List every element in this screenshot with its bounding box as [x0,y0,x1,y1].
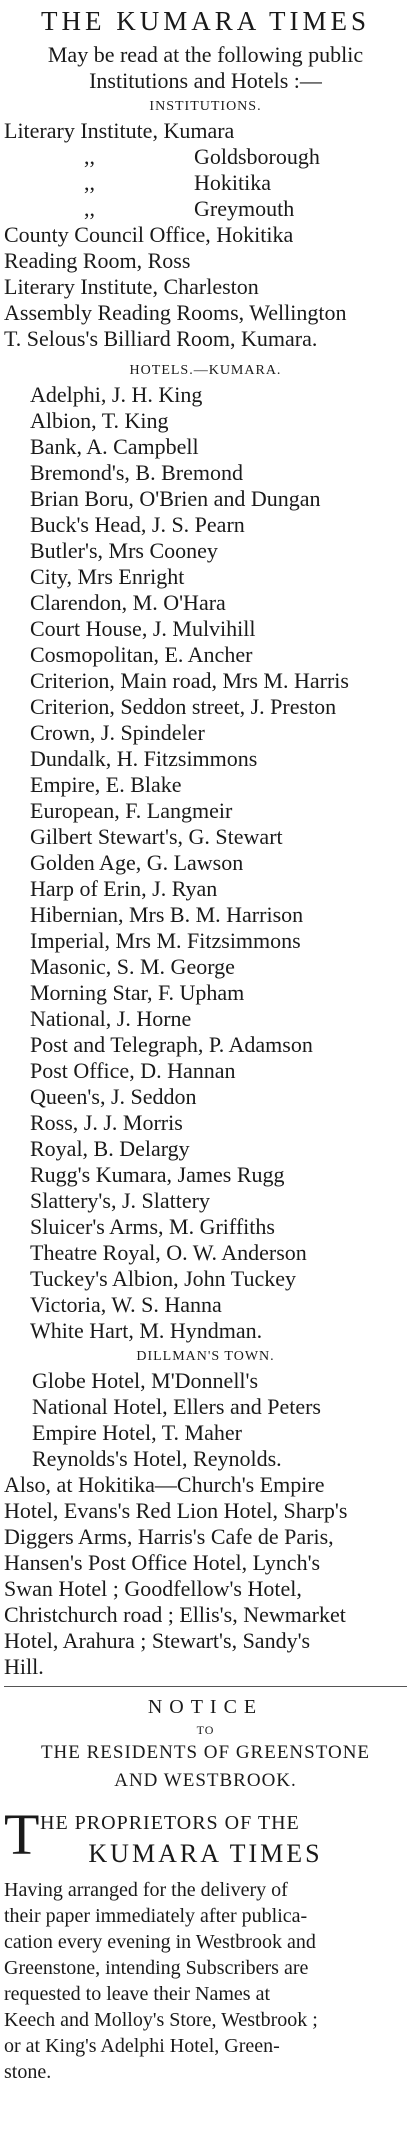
also-line: Hotel, Evans's Red Lion Hotel, Sharp's [4,1498,348,1523]
hotel-item: Victoria, W. S. Hanna [30,1292,222,1317]
hotel-item: Queen's, J. Seddon [30,1084,197,1109]
institution-ditto-item [4,196,407,222]
institution-ditto-item [4,144,407,170]
hotel-item: Imperial, Mrs M. Fitzsimmons [30,928,301,953]
also-line: Hotel, Arahura ; Stewart's, Sandy's [4,1628,311,1653]
hotel-item: Tuckey's Albion, John Tuckey [30,1266,296,1291]
ditto-mark: ,, [84,144,95,169]
body-line: cation every evening in Westbrook and [4,1931,316,1953]
hotel-item: City, Mrs Enright [30,564,185,589]
hotel-item: Post Office, D. Hannan [30,1058,236,1083]
hotel-item: Theatre Royal, O. W. Anderson [30,1240,307,1265]
hotel-item: Empire, E. Blake [30,772,182,797]
hotel-item: Crown, J. Spindeler [30,720,205,745]
body-line: requested to leave their Names at [4,1983,270,2005]
hotel-item: Bank, A. Campbell [30,434,199,459]
notice-line: AND WESTBROOK. [114,1770,297,1791]
proprietors-line: HE PROPRIETORS OF THE [40,1812,300,1834]
divider [4,1686,407,1687]
institution-name: Greymouth [194,196,295,221]
hotel-item: Gilbert Stewart's, G. Stewart [30,824,283,849]
dillmans-item: National Hotel, Ellers and Peters [32,1394,321,1419]
hotel-item: Slattery's, J. Slattery [30,1188,210,1213]
institution-item: Literary Institute, Kumara [4,118,235,143]
proprietors-title: KUMARA TIMES [88,1839,323,1868]
institution-item: Literary Institute, Charleston [4,274,259,299]
institutions-heading: INSTITUTIONS. [149,99,262,114]
hotels-list [4,382,407,1344]
hotel-item: Adelphi, J. H. King [30,382,203,407]
dillmans-item: Reynolds's Hotel, Reynolds. [32,1446,282,1471]
hotel-item: Masonic, S. M. George [30,954,235,979]
intro [4,42,407,94]
hotel-item: Criterion, Seddon street, J. Preston [30,694,337,719]
proprietors-heading [4,1802,407,1871]
hotel-item: Post and Telegraph, P. Adamson [30,1032,313,1057]
hotel-item: Buck's Head, J. S. Pearn [30,512,245,537]
also-line: Hansen's Post Office Hotel, Lynch's [4,1550,321,1575]
hotels-heading: HOTELS.—KUMARA. [129,363,282,378]
masthead: THE KUMARA TIMES [40,6,371,36]
also-paragraph [4,1472,407,1680]
hotel-item: Ross, J. J. Morris [30,1110,183,1135]
body-line: or at King's Adelphi Hotel, Green- [4,2035,280,2057]
hotel-item: Dundalk, H. Fitzsimmons [30,746,258,771]
hotel-item: Albion, T. King [30,408,169,433]
hotel-item: Butler's, Mrs Cooney [30,538,218,563]
also-line: Swan Hotel ; Goodfellow's Hotel, [4,1576,302,1601]
intro-line: Institutions and Hotels :— [89,68,322,93]
institution-item: Assembly Reading Rooms, Wellington [4,300,347,325]
ditto-mark: ,, [84,196,95,221]
hotel-item: Golden Age, G. Lawson [30,850,244,875]
hotel-item: Harp of Erin, J. Ryan [30,876,218,901]
hotel-item: Bremond's, B. Bremond [30,460,243,485]
body-line: Keech and Molloy's Store, Westbrook ; [4,2009,318,2031]
hotel-item: European, F. Langmeir [30,798,233,823]
institution-item: County Council Office, Hokitika [4,222,294,247]
hotel-item: Royal, B. Delargy [30,1136,190,1161]
institutions-list [4,118,407,352]
hotel-item: Rugg's Kumara, James Rugg [30,1162,285,1187]
dillmans-item: Globe Hotel, M'Donnell's [32,1368,259,1393]
hotel-item: Clarendon, M. O'Hara [30,590,226,615]
institution-ditto-item [4,170,407,196]
notice-body [4,1877,407,2085]
hotel-item: Court House, J. Mulvihill [30,616,256,641]
hotel-item: Brian Boru, O'Brien and Dungan [30,486,321,511]
hotel-item: National, J. Horne [30,1006,192,1031]
hotel-item: Morning Star, F. Upham [30,980,245,1005]
institution-name: Goldsborough [194,144,320,169]
also-line: Also, at Hokitika—Church's Empire [4,1472,325,1497]
ditto-mark: ,, [84,170,95,195]
hotel-item: Cosmopolitan, E. Ancher [30,642,253,667]
notice-to: TO [196,1723,215,1737]
dillmans-list [4,1368,407,1472]
intro-line: May be read at the following public [47,42,364,67]
dillmans-heading: DILLMAN'S TOWN. [136,1349,275,1364]
hotel-item: Sluicer's Arms, M. Griffiths [30,1214,275,1239]
also-line: Diggers Arms, Harris's Cafe de Paris, [4,1524,334,1549]
dillmans-item: Empire Hotel, T. Maher [32,1420,242,1445]
institution-item: Reading Room, Ross [4,248,191,273]
body-line: stone. [4,2061,52,2083]
hotel-item: White Hart, M. Hyndman. [30,1318,263,1343]
hotel-item: Hibernian, Mrs B. M. Harrison [30,902,304,927]
body-line: Greenstone, intending Subscribers are [4,1957,309,1979]
drop-cap: T [4,1802,40,1867]
institution-name: Hokitika [194,170,271,195]
notice-line: THE RESIDENTS OF GREENSTONE [40,1742,371,1763]
institution-item: T. Selous's Billiard Room, Kumara. [4,326,318,351]
body-line: their paper immediately after publica- [4,1905,308,1927]
hotel-item: Criterion, Main road, Mrs M. Harris [30,668,349,693]
body-line: Having arranged for the delivery of [4,1879,288,1901]
notice-title: NOTICE [147,1696,264,1718]
also-line: Hill. [4,1654,44,1679]
also-line: Christchurch road ; Ellis's, Newmarket [4,1602,346,1627]
